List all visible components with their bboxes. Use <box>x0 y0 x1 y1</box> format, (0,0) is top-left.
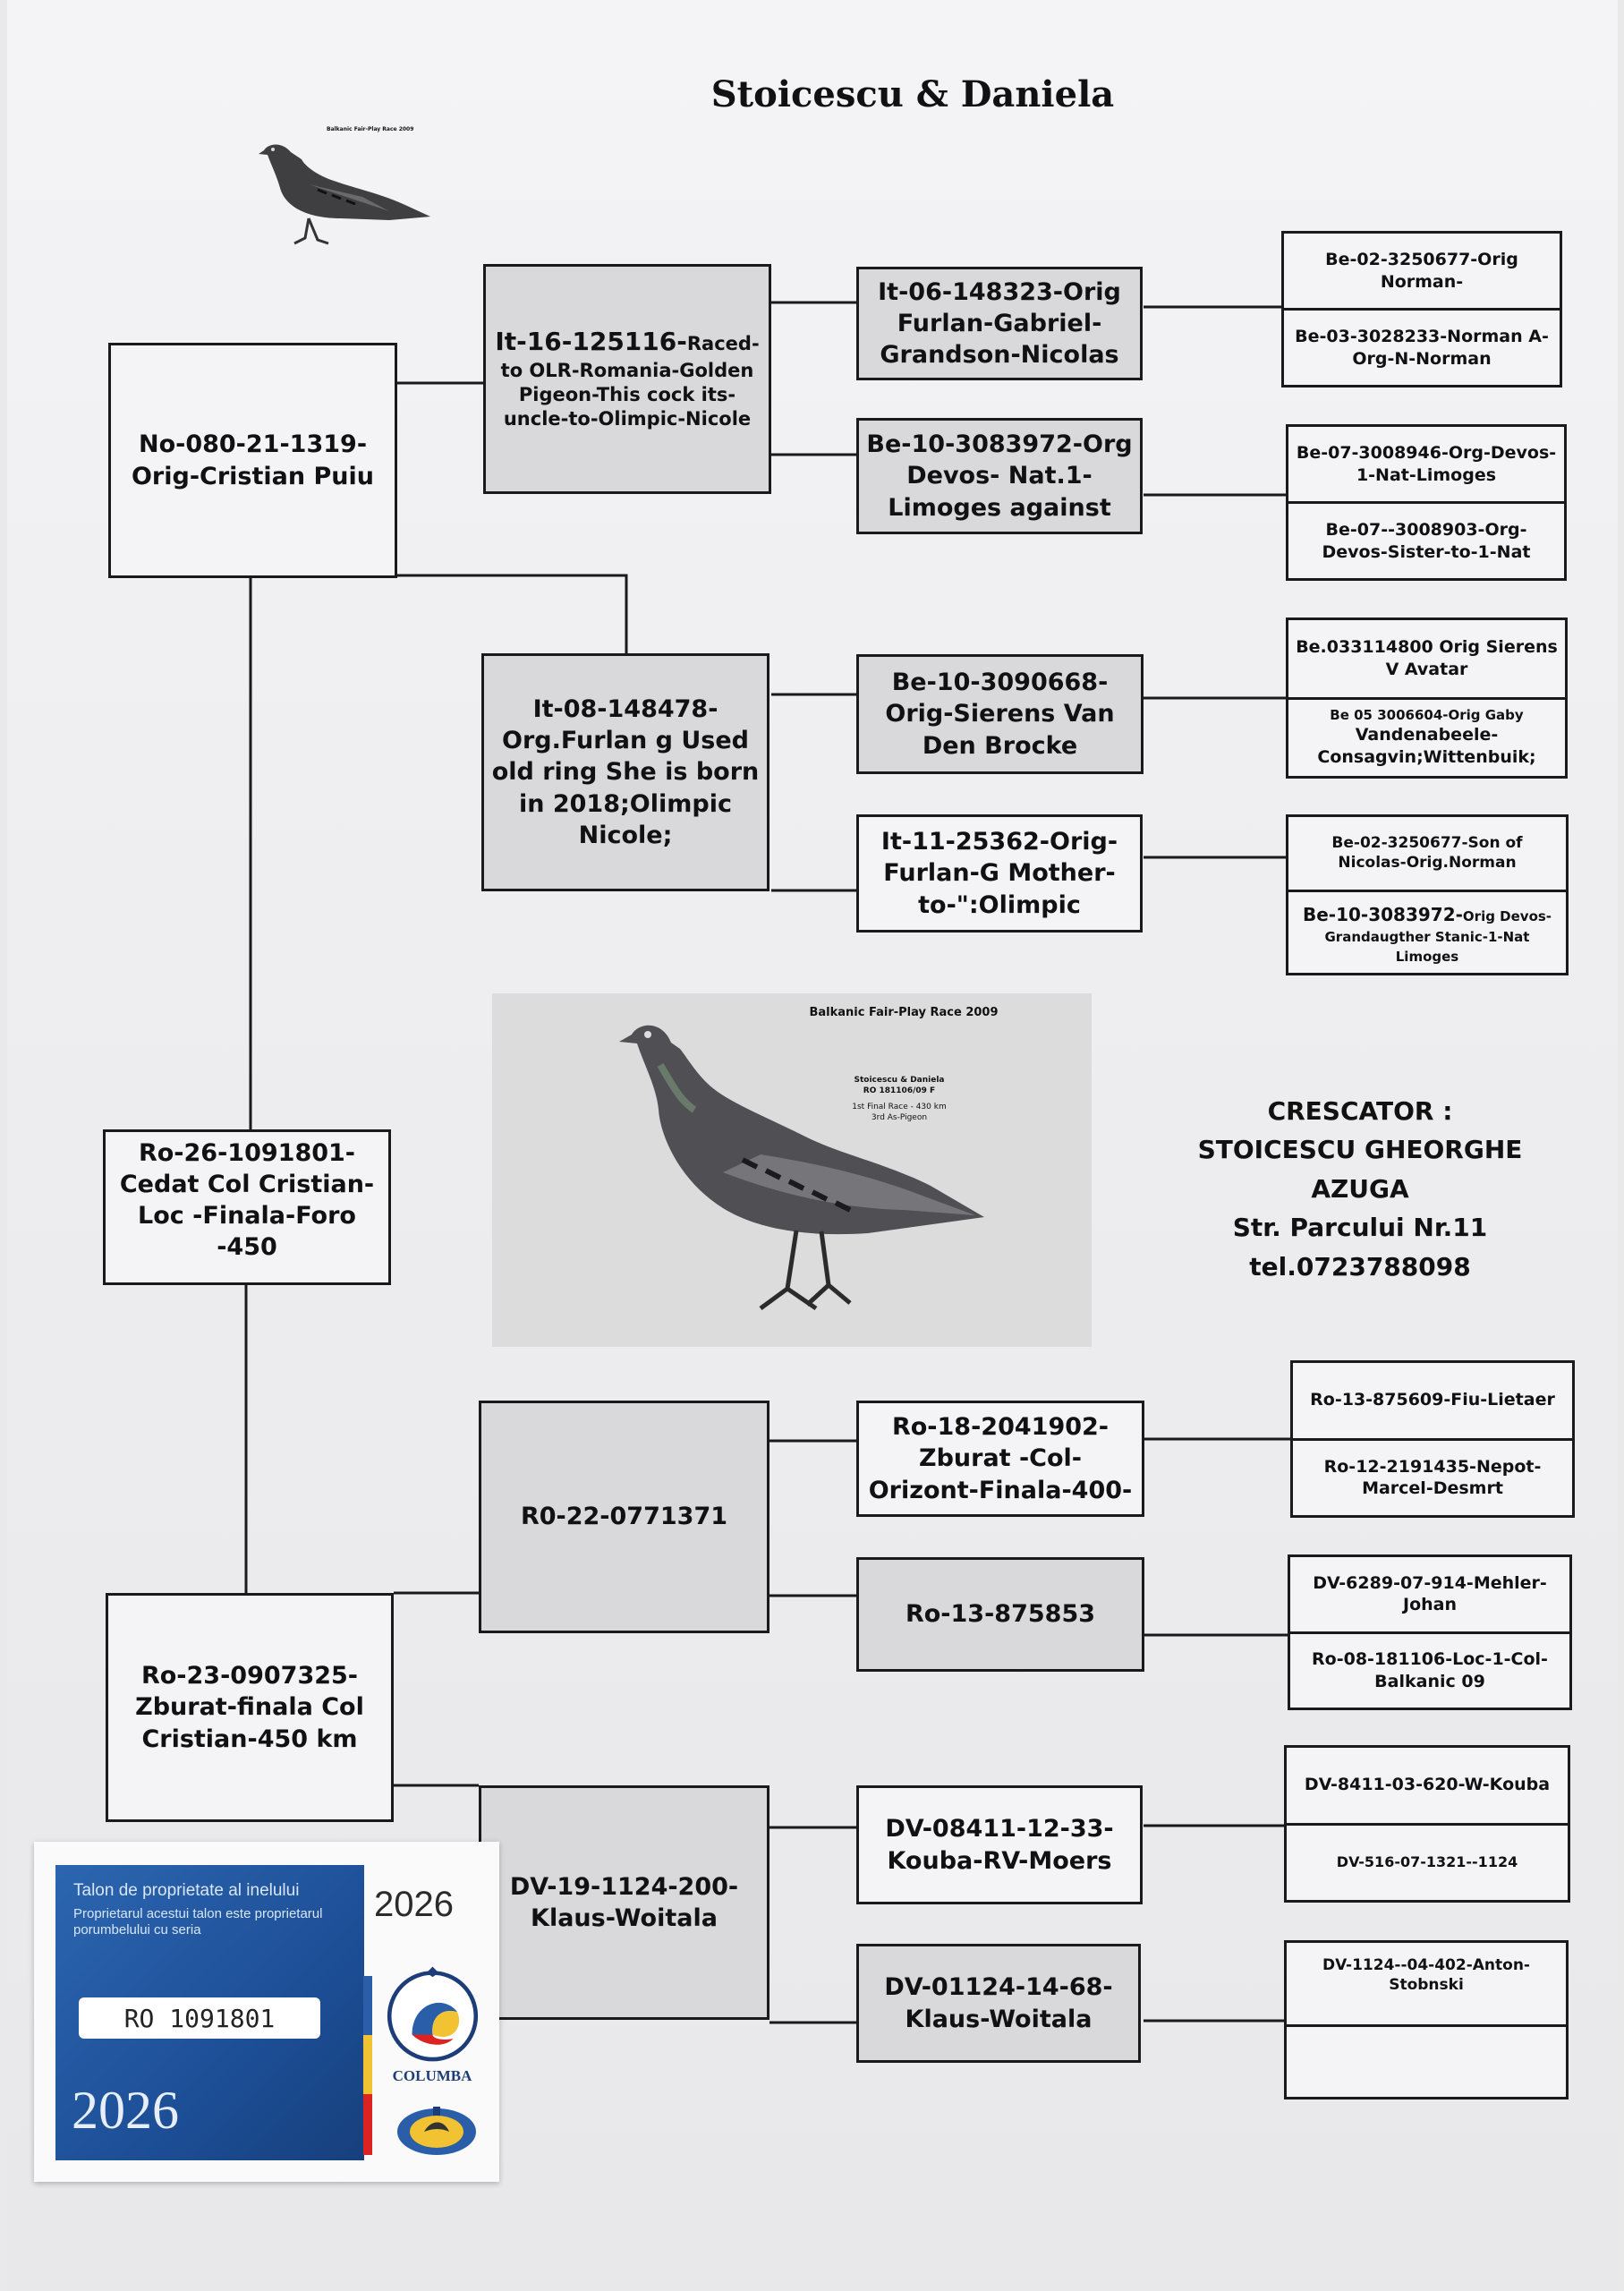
c-dam-sire-dam: DV-516-07-1321--1124 <box>1287 1823 1568 1901</box>
champion-pigeon-photo <box>492 993 1092 1347</box>
a-dam-sire-box <box>856 654 1144 774</box>
a-dam-dam-dam-ring: Be-10-3083972- <box>1302 903 1463 925</box>
a-sire-dam-dam: Be-07--3008903-Org-Devos-Sister-to-1-Nat <box>1288 501 1564 578</box>
breeder-label: CRESCATOR : <box>1267 1096 1453 1126</box>
photo-caption-result2: 3rd As-Pigeon <box>871 1113 928 1122</box>
photo-caption-name: Stoicescu & Daniela <box>854 1076 945 1085</box>
a-sire-sire-sire: Be-02-3250677-Orig Norman- <box>1325 249 1518 292</box>
c-dam-text: DV-19-1124-200-Klaus-Woitala <box>509 1872 739 1932</box>
breeder-name: STOICESCU GHEORGHE <box>1197 1135 1523 1165</box>
c-sire-box <box>479 1401 769 1633</box>
a-sire-ring: It-16-125116- <box>495 327 687 357</box>
a-dam-sire-sire: Be.033114800 Orig Sierens V Avatar <box>1296 637 1558 679</box>
talon-year: 2026 <box>72 2081 179 2140</box>
a-dam-dam-text: It-11-25362-Orig-Furlan-G Mother-to-":Olimpic <box>880 828 1118 919</box>
c-sire-sire-box <box>856 1401 1144 1517</box>
a-dam-dam-dam-note: Orig Devos-Grandaugther Stanic-1-Nat Limoges <box>1324 907 1552 966</box>
c-dam-box <box>479 1785 769 2020</box>
breeder-street: Str. Parcului Nr.11 <box>1232 1213 1488 1243</box>
a-dam-dam-sire: Be-02-3250677-Son of Nicolas-Orig.Norman <box>1331 834 1523 873</box>
c-dam-sire-box <box>856 1785 1143 1904</box>
a-dam-sire-dam <box>1288 697 1565 777</box>
pigeon-b-box <box>103 1129 391 1285</box>
talon-subtext: Proprietarul acestui talon este proprietarul porumbelului cu seria <box>73 1906 323 1938</box>
a-sire-dam-parents-box <box>1286 424 1567 581</box>
champion-pigeon-drawing <box>617 1002 993 1342</box>
small-pigeon-image <box>255 125 443 251</box>
c-sire-dam-sire: DV-6289-07-914-Mehler-Johan <box>1313 1572 1547 1615</box>
a-sire-text <box>493 326 761 431</box>
federation-logo-icon <box>392 2101 481 2159</box>
photo-caption-result1: 1st Final Race - 430 km <box>852 1103 947 1111</box>
a-sire-dam-text: Be-10-3083972-Org Devos- Nat.1-Limoges against <box>866 430 1133 522</box>
c-sire-sire-sire: Ro-13-875609-Fiu-Lietaer <box>1310 1390 1555 1410</box>
c-sire-dam-dam: Ro-08-181106-Loc-1-Col-Balkanic 09 <box>1290 1631 1569 1708</box>
c-dam-dam-parents-box <box>1284 1940 1569 2099</box>
c-sire-dam-text: Ro-13-875853 <box>905 1600 1096 1629</box>
ring-ownership-talon <box>34 1842 499 2182</box>
talon-flag-stripe <box>363 1976 372 2155</box>
pigeon-c-box <box>106 1593 394 1822</box>
c-sire-dam-parents-box <box>1288 1554 1572 1710</box>
breeder-town: AZUGA <box>1311 1173 1409 1204</box>
pigeon-a-box <box>108 343 397 578</box>
talon-year-right: 2026 <box>374 1885 454 1924</box>
a-dam-sire-text: Be-10-3090668-Orig-Sierens Van Den Brocke <box>885 669 1115 760</box>
c-sire-sire-dam: Ro-12-2191435-Nepot-Marcel-Desmrt <box>1293 1438 1572 1516</box>
a-dam-dam-parents-box <box>1286 814 1569 975</box>
columba-logo-icon <box>381 1963 484 2065</box>
photo-caption-race: Balkanic Fair-Play Race 2009 <box>809 1006 999 1019</box>
c-dam-dam-dam <box>1287 2024 1566 2098</box>
c-dam-dam-text: DV-01124-14-68-Klaus-Woitala <box>884 1973 1113 2033</box>
breeder-info <box>1181 1092 1539 1286</box>
c-dam-sire-text: DV-08411-12-33-Kouba-RV-Moers <box>885 1815 1114 1875</box>
breeder-phone: tel.0723788098 <box>1249 1251 1471 1282</box>
a-sire-dam-sire: Be-07-3008946-Org-Devos-1-Nat-Limoges <box>1296 442 1557 485</box>
c-dam-dam-box <box>856 1944 1141 2063</box>
c-dam-dam-sire: DV-1124--04-402-Anton-Stobnski <box>1322 1956 1530 1995</box>
talon-brand: COLUMBA <box>392 2067 472 2084</box>
a-sire-sire-parents-box <box>1281 231 1562 388</box>
a-dam-dam-box <box>856 814 1143 933</box>
small-photo-caption: Balkanic Fair-Play Race 2009 <box>327 126 414 132</box>
a-dam-box <box>481 653 769 891</box>
a-sire-note: Raced-to OLR-Romania-Golden Pigeon-This cock its-uncle-to-Olimpic-Nicole <box>500 333 760 430</box>
talon-blue-panel <box>55 1865 364 2160</box>
c-sire-dam-box <box>856 1557 1144 1672</box>
a-sire-dam-box <box>856 418 1143 534</box>
a-sire-sire-text: It-06-148323-Orig Furlan-Gabriel-Grandson-Nicolas <box>878 277 1121 370</box>
c-sire-text: R0-22-0771371 <box>520 1503 728 1531</box>
a-dam-sire-parents-box <box>1286 617 1568 779</box>
c-dam-sire-parents-box <box>1284 1745 1570 1903</box>
a-dam-sire-dam-ring: Be 05 3006604- <box>1330 706 1449 723</box>
a-sire-sire-dam: Be-03-3028233-Norman A-Org-N-Norman <box>1284 308 1560 385</box>
a-dam-sire-dam-line2: Vandenabeele-Consagvin;Wittenbuik; <box>1317 725 1536 767</box>
pigeon-c-text: Ro-23-0907325-Zburat-finala Col Cristian-450 km <box>135 1662 364 1753</box>
pigeon-b-text: Ro-26-1091801-Cedat Col Cristian-Loc -Finala-Foro -450 <box>119 1139 375 1262</box>
page-title: Stoicescu & Daniela <box>710 73 1115 115</box>
talon-ring-number: RO 1091801 <box>79 1997 320 2039</box>
a-dam-dam-dam <box>1288 890 1566 974</box>
a-dam-sire-dam-line1 <box>1330 707 1523 725</box>
photo-caption-ring: RO 181106/09 F <box>863 1086 936 1095</box>
c-sire-sire-parents-box <box>1290 1360 1575 1518</box>
talon-heading: Talon de proprietate al inelului <box>73 1881 300 1900</box>
a-sire-box <box>483 264 771 494</box>
a-dam-text: It-08-148478-Org.Furlan g Used old ring She is born in 2018;Olimpic Nicole; <box>491 695 760 849</box>
pigeon-a-text: No-080-21-1319-Orig-Cristian Puiu <box>131 430 374 490</box>
a-dam-sire-dam-orig: Orig Gaby <box>1448 706 1524 723</box>
c-sire-sire-text: Ro-18-2041902-Zburat -Col-Orizont-Finala-400- <box>868 1413 1133 1504</box>
a-sire-sire-box <box>856 267 1143 380</box>
c-dam-sire-sire: DV-8411-03-620-W-Kouba <box>1304 1775 1551 1795</box>
